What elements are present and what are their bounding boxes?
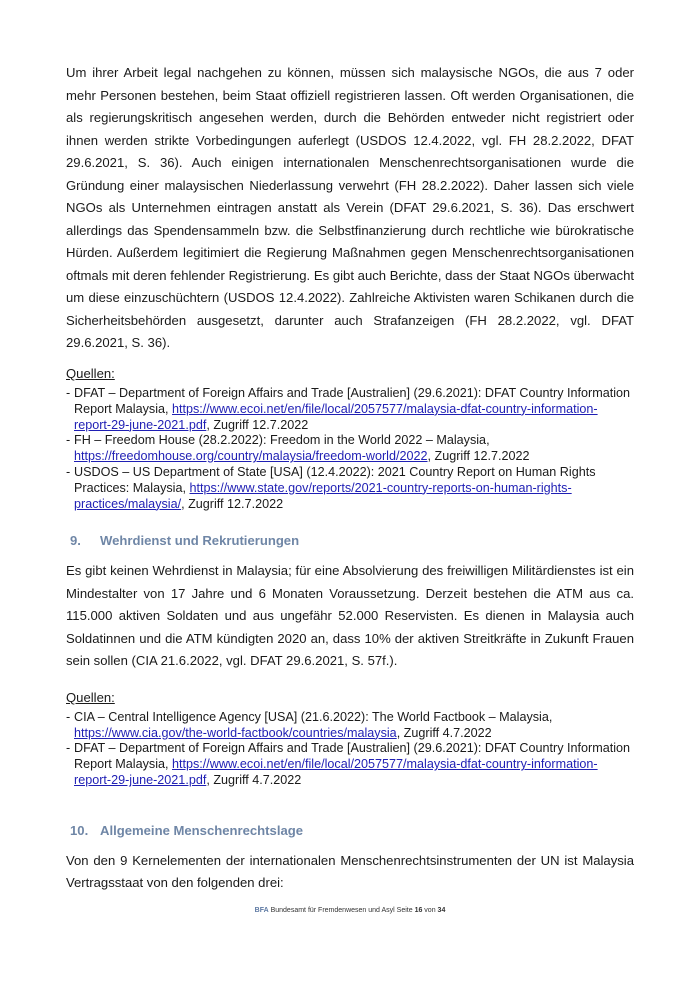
list-dash: - — [66, 741, 71, 756]
footer-page-number: 16 — [414, 907, 423, 914]
source-text: DFAT – Department of Foreign Affairs and Trade [Australien] (29.6.2021): DFAT Country Information Report Malaysia, — [74, 741, 631, 772]
section-heading-9 — [66, 532, 634, 550]
list-dash: - — [66, 386, 71, 400]
source-item-cia — [66, 710, 634, 742]
sources-label: Quellen: — [66, 689, 115, 705]
page-footer — [0, 907, 700, 914]
list-dash: - — [66, 709, 71, 724]
source-text: FH – Freedom House (28.2.2022): Freedom in the World 2022 – Malaysia, — [74, 433, 490, 448]
sources-list-ngo — [66, 386, 634, 512]
sources-list-military — [66, 710, 634, 789]
source-access-date: , Zugriff 12.7.2022 — [427, 449, 530, 464]
section-title: Allgemeine Menschenrechtslage — [100, 822, 304, 838]
paragraph-human-rights: Von den 9 Kernelementen der internationalen Menschenrechtsinstrumenten der UN ist Malaysia Vertragsstaat von den folgenden drei: — [66, 852, 634, 891]
list-dash: - — [66, 433, 71, 448]
source-access-date: , Zugriff 4.7.2022 — [396, 725, 492, 740]
source-item-fh — [66, 433, 634, 465]
source-item-usdos — [66, 465, 634, 512]
paragraph-ngo-registration: Um ihrer Arbeit legal nachgehen zu können, müssen sich malaysische NGOs, die aus 7 oder mehr Personen bestehen, beim Staat offiziell registrieren lassen. Oft werden Organisationen, die als regierungskritisch angesehen werden, durch die Behörden entweder nicht registriert oder ihnen werden strikte Vorbedingungen auferlegt (USDOS 12.4.2022, vgl. FH 28.2.2022, DFAT 29.6.2021, S. 36). Auch einigen internationalen Menschenrechtsorganisationen wurde die Gründung einer malaysischen Niederlassung verwehrt (FH 28.2.2022). Daher lassen sich viele NGOs als Unternehmen eintragen anstatt als Verein (DFAT 29.6.2021, S. 36). Das erschwert allerdings das Spendensammeln bzw. die Selbstfinanzierung durch rechtliche wie bürokratische Hürden. Außerdem legitimiert die Regierung Maßnahmen gegen Menschenrechtsorganisationen oftmals mit deren fehlender Registrierung. Es gibt auch Berichte, dass der Staat NGOs überwacht um diese einzuschüchtern (USDOS 12.4.2022). Zahlreiche Aktivisten waren Schikanen durch die Sicherheitsbehörden ausgesetzt, darunter auch Strafanzeigen (FH 28.2.2022, vgl. DFAT 29.6.2021, S. 36). — [66, 65, 634, 350]
source-text: CIA – Central Intelligence Agency [USA] (21.6.2022): The World Factbook – Malaysia, — [74, 709, 553, 724]
section-number: 10. — [70, 822, 89, 838]
section-heading-10 — [66, 822, 634, 840]
footer-org: Bundesamt für Fremdenwesen und Asyl Seite — [268, 907, 415, 914]
section-number: 9. — [70, 533, 81, 549]
source-link-usdos[interactable]: https://www.state.gov/reports/2021-country-reports-on-human-rights-practices/malaysia/ — [74, 480, 572, 511]
section-title: Wehrdienst und Rekrutierungen — [100, 533, 300, 549]
paragraph-military-service: Es gibt keinen Wehrdienst in Malaysia; für eine Absolvierung des freiwilligen Militärdienstes ist ein Mindestalter von 17 Jahre und 6 Monaten Voraussetzung. Derzeit bestehen die ATM aus ca. 115.000 aktiven Soldaten und aus ungefähr 52.000 Reservisten. Es dienen in Malaysia auch Soldatinnen und die ATM kündigten 2020 an, dass 10% der aktiven Streitkräfte in Zukunft Frauen sein sollen (CIA 21.6.2022, vgl. DFAT 29.6.2021, S. 57f.). — [66, 563, 634, 669]
source-link-cia[interactable]: https://www.cia.gov/the-world-factbook/countries/malaysia — [74, 725, 397, 740]
sources-label: Quellen: — [66, 366, 115, 381]
source-link-dfat[interactable]: https://www.ecoi.net/en/file/local/2057577/malaysia-dfat-country-information-report-29-june-2021.pdf — [74, 757, 598, 788]
source-text: DFAT – Department of Foreign Affairs and Trade [Australien] (29.6.2021): DFAT Country Information Report Malaysia, — [74, 386, 631, 416]
footer-total-pages: 34 — [437, 907, 446, 914]
source-access-date: , Zugriff 12.7.2022 — [181, 496, 284, 511]
source-text: USDOS – US Department of State [USA] (12.4.2022): 2021 Country Report on Human Rights Practices: Malaysia, — [74, 464, 596, 495]
document-page — [66, 62, 634, 895]
list-dash: - — [66, 464, 71, 479]
source-item-dfat — [66, 386, 634, 433]
source-link-dfat[interactable]: https://www.ecoi.net/en/file/local/2057577/malaysia-dfat-country-information-report-29-june-2021.pdf — [74, 401, 598, 432]
footer-of: von — [422, 907, 438, 914]
source-item-dfat — [66, 741, 634, 788]
footer-brand: BFA — [254, 907, 269, 914]
source-access-date: , Zugriff 4.7.2022 — [206, 773, 302, 788]
source-access-date: , Zugriff 12.7.2022 — [206, 417, 309, 432]
source-link-fh[interactable]: https://freedomhouse.org/country/malaysia/freedom-world/2022 — [74, 449, 428, 464]
